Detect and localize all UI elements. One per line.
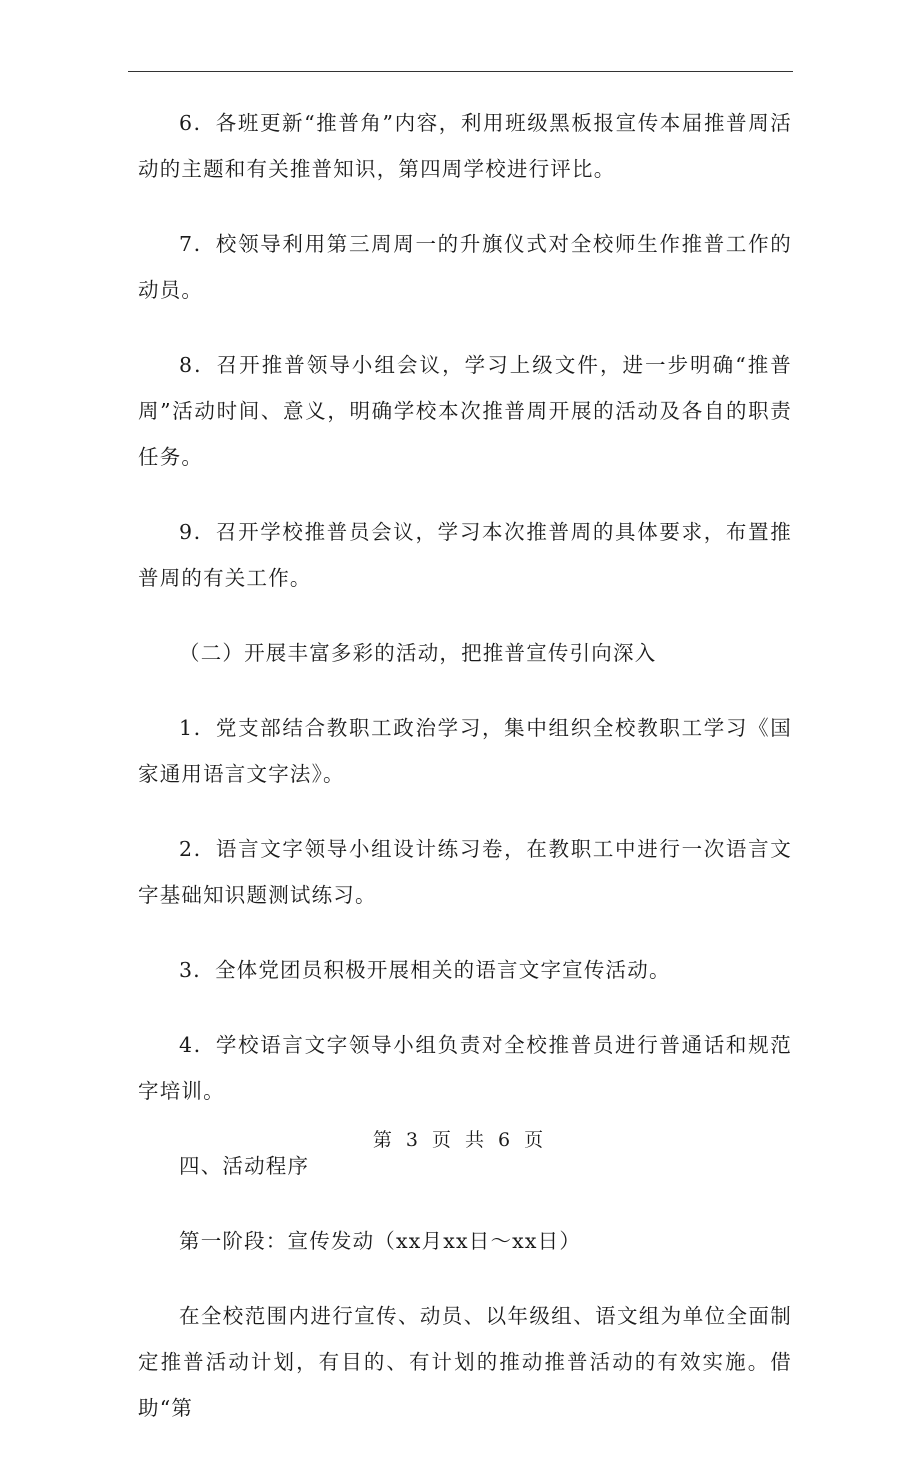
paragraph-item-7: 7．校领导利用第三周周一的升旗仪式对全校师生作推普工作的动员。 <box>138 232 792 302</box>
section-heading-4: 四、活动程序 <box>179 1154 310 1178</box>
paragraph-item-4: 4．学校语言文字领导小组负责对全校推普员进行普通话和规范字培训。 <box>138 1033 792 1103</box>
paragraph-item-2: 2．语言文字领导小组设计练习卷，在教职工中进行一次语言文字基础知识题测试练习。 <box>138 837 792 907</box>
page-footer: 第 3 页 共 6 页 <box>372 1129 548 1151</box>
paragraph-item-6: 6．各班更新“推普角”内容，利用班级黑板报宣传本届推普周活动的主题和有关推普知识，第四周学校进行评比。 <box>138 111 792 181</box>
section-heading-2: （二）开展丰富多彩的活动，把推普宣传引向深入 <box>179 641 657 665</box>
paragraph-item-3: 3．全体党团员积极开展相关的语言文字宣传活动。 <box>179 958 671 982</box>
paragraph-item-9: 9．召开学校推普员会议，学习本次推普周的具体要求，布置推普周的有关工作。 <box>138 520 792 590</box>
stage-one-heading: 第一阶段：宣传发动（xx月xx日～xx日） <box>179 1229 582 1253</box>
paragraph-item-8: 8．召开推普领导小组会议，学习上级文件，进一步明确“推普周”活动时间、意义，明确学校本次推普周开展的活动及各自的职责任务。 <box>138 353 792 469</box>
header-rule <box>128 71 793 72</box>
paragraph-item-1: 1．党支部结合教职工政治学习，集中组织全校教职工学习《国家通用语言文字法》。 <box>138 716 792 786</box>
stage-one-paragraph: 在全校范围内进行宣传、动员、以年级组、语文组为单位全面制定推普活动计划，有目的、有计划的推动推普活动的有效实施。借助“第 <box>138 1304 792 1420</box>
document-body <box>138 100 792 1460</box>
